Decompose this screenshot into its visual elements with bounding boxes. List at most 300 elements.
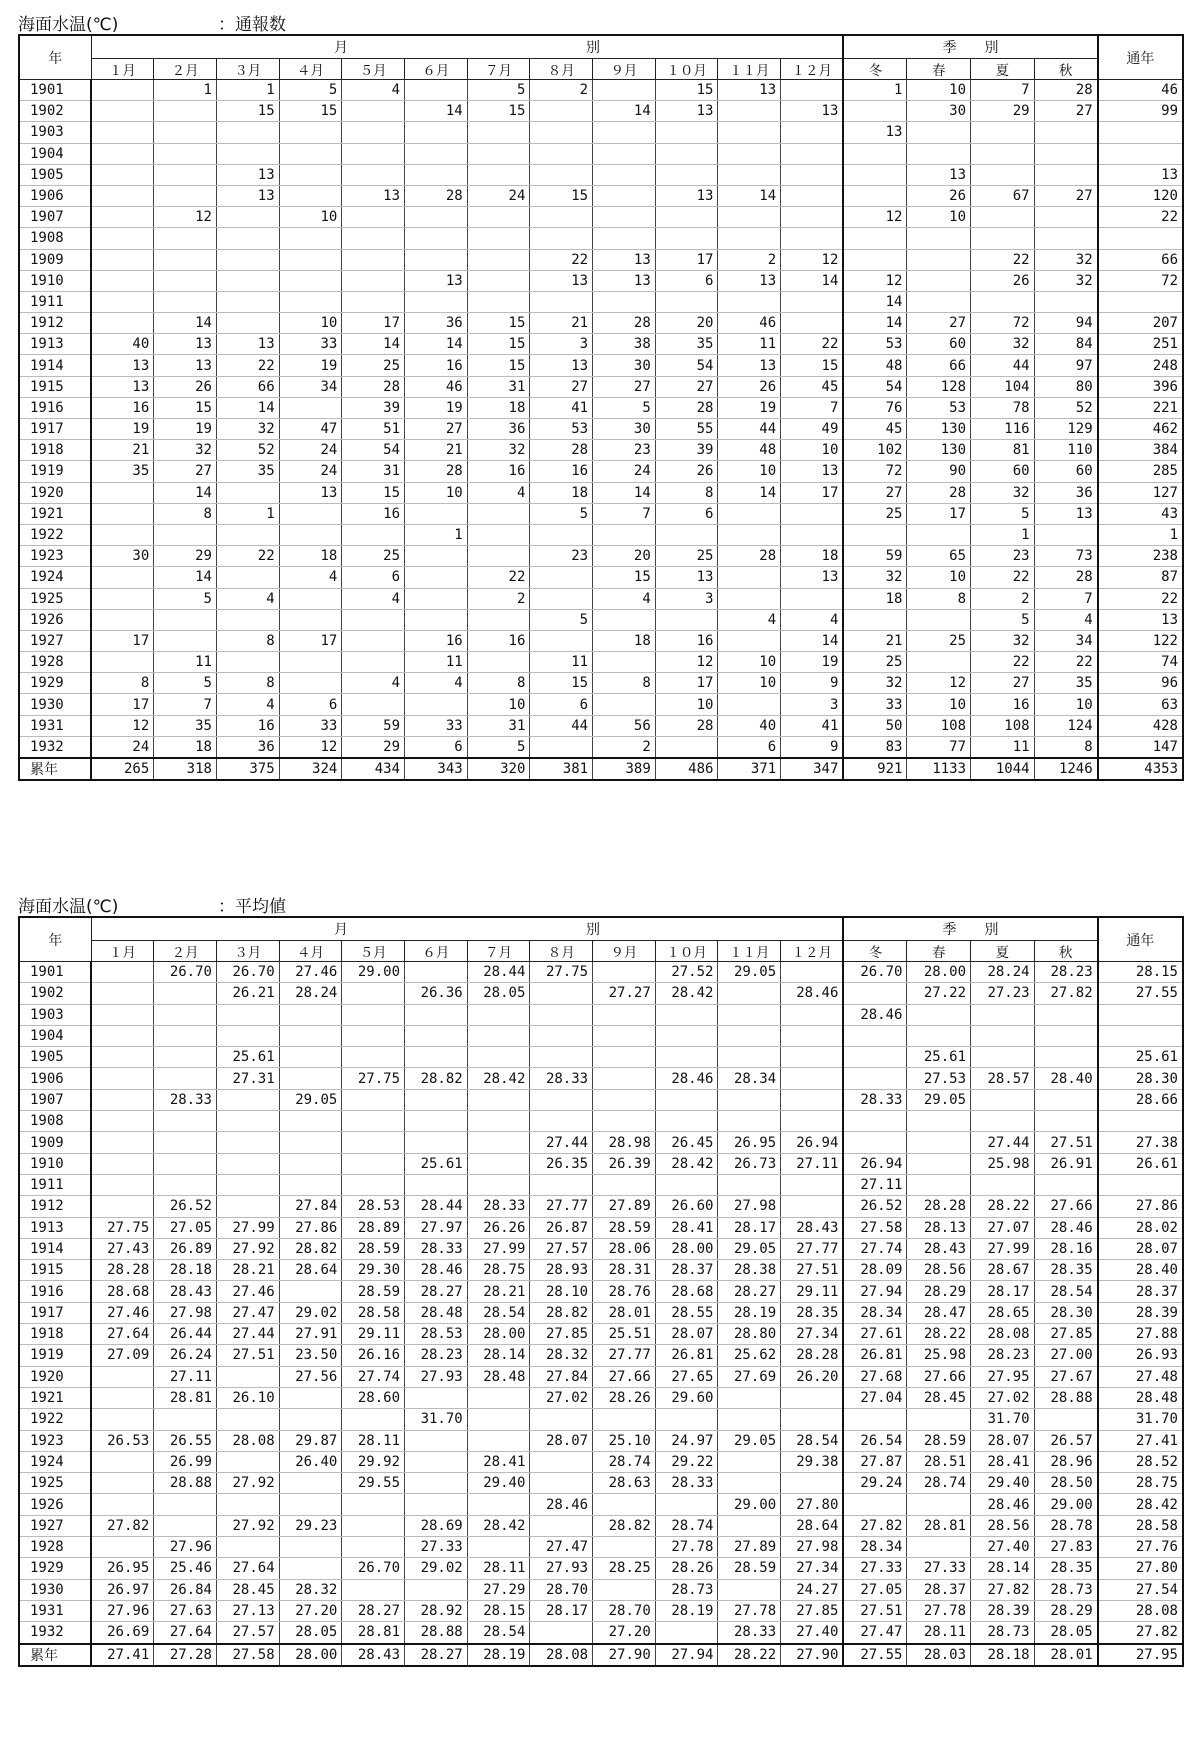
month-header: ３月 — [216, 941, 279, 962]
month-value-cell: 26.69 — [91, 1622, 154, 1644]
month-value-cell — [467, 270, 530, 291]
month-value-cell: 28.25 — [593, 1558, 656, 1579]
month-value-cell: 28.00 — [655, 1238, 718, 1259]
season-value-cell: 34 — [1034, 630, 1098, 651]
month-value-cell: 381 — [530, 758, 593, 780]
month-header: ８月 — [530, 59, 593, 80]
month-value-cell — [593, 1409, 656, 1430]
season-value-cell: 128 — [907, 376, 971, 397]
month-value-cell: 17 — [342, 313, 405, 334]
month-value-cell — [342, 1047, 405, 1068]
table-row — [19, 1622, 1183, 1644]
month-value-cell: 25.61 — [216, 1047, 279, 1068]
month-value-cell — [718, 1451, 781, 1472]
season-value-cell: 27.40 — [971, 1537, 1035, 1558]
month-value-cell: 49 — [781, 419, 844, 440]
month-value-cell: 28.54 — [467, 1622, 530, 1644]
season-value-cell: 53 — [843, 334, 907, 355]
season-value-cell: 32 — [971, 482, 1035, 503]
month-value-cell — [154, 143, 217, 164]
table-row — [19, 1238, 1183, 1259]
year-cell: 1908 — [19, 1111, 91, 1132]
month-value-cell — [154, 1494, 217, 1515]
month-value-cell: 27 — [593, 376, 656, 397]
month-value-cell: 51 — [342, 419, 405, 440]
month-value-cell: 16 — [467, 461, 530, 482]
month-value-cell — [216, 567, 279, 588]
month-value-cell — [467, 652, 530, 673]
month-value-cell — [154, 1111, 217, 1132]
season-value-cell: 27 — [1034, 185, 1098, 206]
table-row — [19, 1324, 1183, 1345]
month-value-cell — [279, 1281, 342, 1302]
month-value-cell: 24 — [467, 185, 530, 206]
month-value-cell: 15 — [342, 482, 405, 503]
month-value-cell — [781, 1111, 844, 1132]
season-value-cell: 27.51 — [1034, 1132, 1098, 1153]
month-header: １２月 — [781, 59, 844, 80]
month-value-cell: 27.29 — [467, 1579, 530, 1600]
season-value-cell: 28.23 — [971, 1345, 1035, 1366]
season-value-cell — [907, 1494, 971, 1515]
annual-value-cell — [1098, 143, 1183, 164]
month-value-cell: 29.05 — [279, 1089, 342, 1110]
month-value-cell: 5 — [467, 80, 530, 101]
month-value-cell: 22 — [467, 567, 530, 588]
month-value-cell: 4 — [216, 694, 279, 715]
month-value-cell: 5 — [530, 609, 593, 630]
year-cell: 1914 — [19, 355, 91, 376]
month-value-cell: 28.19 — [718, 1302, 781, 1323]
season-value-cell — [1034, 291, 1098, 312]
month-value-cell: 28.53 — [342, 1196, 405, 1217]
month-value-cell: 28.18 — [154, 1260, 217, 1281]
month-value-cell: 14 — [405, 334, 468, 355]
year-cell: 1921 — [19, 1387, 91, 1408]
season-value-cell: 81 — [971, 440, 1035, 461]
month-header: １１月 — [718, 941, 781, 962]
month-value-cell — [530, 228, 593, 249]
table-row — [19, 101, 1183, 122]
month-value-cell: 11 — [405, 652, 468, 673]
month-header: ６月 — [405, 941, 468, 962]
table-row — [19, 313, 1183, 334]
month-value-cell: 24 — [279, 440, 342, 461]
month-value-cell — [342, 1132, 405, 1153]
month-value-cell: 22 — [216, 546, 279, 567]
year-cell: 1914 — [19, 1238, 91, 1259]
season-value-cell: 28.01 — [1034, 1644, 1098, 1666]
month-value-cell: 28.59 — [342, 1281, 405, 1302]
month-value-cell — [405, 1047, 468, 1068]
month-value-cell: 16 — [530, 461, 593, 482]
month-value-cell — [91, 1387, 154, 1408]
month-value-cell — [467, 1494, 530, 1515]
month-value-cell — [91, 207, 154, 228]
month-value-cell — [154, 1025, 217, 1046]
month-value-cell: 2 — [467, 588, 530, 609]
month-value-cell: 16 — [467, 630, 530, 651]
annual-value-cell: 28.52 — [1098, 1451, 1183, 1472]
month-value-cell — [467, 1153, 530, 1174]
month-value-cell — [718, 1515, 781, 1536]
table-row — [19, 1174, 1183, 1195]
month-value-cell: 28.00 — [279, 1644, 342, 1666]
month-value-cell: 12 — [154, 207, 217, 228]
month-value-cell — [467, 143, 530, 164]
month-value-cell: 15 — [530, 673, 593, 694]
month-value-cell — [342, 1409, 405, 1430]
year-cell: 1916 — [19, 1281, 91, 1302]
month-value-cell: 29.40 — [467, 1473, 530, 1494]
year-cell: 1931 — [19, 715, 91, 736]
month-value-cell — [593, 1068, 656, 1089]
month-value-cell — [530, 567, 593, 588]
month-value-cell — [781, 291, 844, 312]
month-value-cell: 14 — [154, 482, 217, 503]
annual-value-cell: 122 — [1098, 630, 1183, 651]
season-value-cell — [1034, 143, 1098, 164]
season-header: 冬 — [843, 59, 907, 80]
month-value-cell — [91, 482, 154, 503]
month-value-cell: 28.59 — [342, 1238, 405, 1259]
year-cell: 1920 — [19, 1366, 91, 1387]
table-row — [19, 567, 1183, 588]
month-value-cell: 28.33 — [655, 1473, 718, 1494]
season-value-cell: 32 — [971, 334, 1035, 355]
table-row — [19, 503, 1183, 524]
month-value-cell: 26.40 — [279, 1451, 342, 1472]
month-value-cell: 27.33 — [405, 1537, 468, 1558]
month-value-cell — [216, 1494, 279, 1515]
season-value-cell: 27.78 — [907, 1600, 971, 1621]
month-value-cell: 8 — [467, 673, 530, 694]
month-header: ７月 — [467, 941, 530, 962]
month-value-cell: 1 — [405, 524, 468, 545]
season-value-cell: 27 — [1034, 101, 1098, 122]
month-value-cell — [467, 164, 530, 185]
month-value-cell — [593, 1579, 656, 1600]
season-value-cell: 18 — [843, 588, 907, 609]
year-cell: 1902 — [19, 983, 91, 1004]
month-value-cell: 26.45 — [655, 1132, 718, 1153]
season-value-cell — [843, 983, 907, 1004]
month-value-cell — [655, 1409, 718, 1430]
month-value-cell: 28 — [405, 185, 468, 206]
month-value-cell: 2 — [593, 736, 656, 758]
month-value-cell — [781, 503, 844, 524]
month-value-cell: 27.80 — [781, 1494, 844, 1515]
month-value-cell: 35 — [216, 461, 279, 482]
month-value-cell: 32 — [467, 440, 530, 461]
month-value-cell — [655, 1025, 718, 1046]
month-value-cell: 28.92 — [405, 1600, 468, 1621]
month-value-cell: 27 — [530, 376, 593, 397]
month-value-cell — [342, 983, 405, 1004]
month-value-cell — [279, 291, 342, 312]
month-value-cell — [342, 1089, 405, 1110]
month-value-cell: 17 — [279, 630, 342, 651]
year-cell: 1929 — [19, 673, 91, 694]
month-value-cell: 41 — [781, 715, 844, 736]
table-row — [19, 207, 1183, 228]
season-value-cell: 21 — [843, 630, 907, 651]
month-value-cell: 18 — [593, 630, 656, 651]
season-value-cell: 27.47 — [843, 1622, 907, 1644]
season-value-cell: 13 — [843, 122, 907, 143]
month-value-cell: 5 — [154, 588, 217, 609]
month-value-cell — [405, 291, 468, 312]
month-value-cell: 29.23 — [279, 1515, 342, 1536]
season-value-cell: 26 — [971, 270, 1035, 291]
season-value-cell: 35 — [1034, 673, 1098, 694]
month-value-cell: 6 — [655, 270, 718, 291]
season-value-cell: 29.00 — [1034, 1494, 1098, 1515]
month-value-cell — [781, 143, 844, 164]
season-value-cell: 921 — [843, 758, 907, 780]
month-value-cell: 4 — [781, 609, 844, 630]
annual-header: 通年 — [1098, 917, 1183, 962]
month-value-cell: 27.75 — [91, 1217, 154, 1238]
month-value-cell: 27.98 — [781, 1537, 844, 1558]
season-value-cell — [971, 1004, 1035, 1025]
month-value-cell — [593, 609, 656, 630]
month-value-cell: 27.27 — [593, 983, 656, 1004]
month-value-cell: 28.59 — [593, 1217, 656, 1238]
month-value-cell: 25 — [342, 355, 405, 376]
annual-value-cell: 428 — [1098, 715, 1183, 736]
month-value-cell — [342, 122, 405, 143]
month-value-cell: 343 — [405, 758, 468, 780]
month-value-cell: 17 — [91, 630, 154, 651]
season-value-cell: 28.39 — [971, 1600, 1035, 1621]
season-value-cell: 27.66 — [1034, 1196, 1098, 1217]
season-value-cell: 27.82 — [971, 1579, 1035, 1600]
season-header: 夏 — [971, 59, 1035, 80]
annual-value-cell: 27.86 — [1098, 1196, 1183, 1217]
annual-value-cell: 26.61 — [1098, 1153, 1183, 1174]
annual-value-cell: 46 — [1098, 80, 1183, 101]
month-value-cell: 28.11 — [342, 1430, 405, 1451]
month-value-cell: 52 — [216, 440, 279, 461]
month-value-cell: 21 — [405, 440, 468, 461]
month-value-cell: 27.05 — [154, 1217, 217, 1238]
month-value-cell: 25 — [655, 546, 718, 567]
season-value-cell — [971, 1025, 1035, 1046]
month-value-cell — [530, 1004, 593, 1025]
month-value-cell — [91, 503, 154, 524]
month-value-cell — [530, 164, 593, 185]
season-value-cell — [907, 270, 971, 291]
season-value-cell: 25.98 — [971, 1153, 1035, 1174]
annual-value-cell: 27.55 — [1098, 983, 1183, 1004]
season-value-cell — [907, 609, 971, 630]
annual-value-cell — [1098, 1111, 1183, 1132]
annual-value-cell: 28.75 — [1098, 1473, 1183, 1494]
month-value-cell: 13 — [655, 567, 718, 588]
season-value-cell: 129 — [1034, 419, 1098, 440]
month-value-cell: 13 — [718, 270, 781, 291]
month-header: ７月 — [467, 59, 530, 80]
month-value-cell: 28.70 — [530, 1579, 593, 1600]
month-value-cell — [342, 630, 405, 651]
month-value-cell — [154, 524, 217, 545]
year-cell: 1922 — [19, 1409, 91, 1430]
month-value-cell — [216, 207, 279, 228]
month-value-cell: 26.52 — [154, 1196, 217, 1217]
month-value-cell: 13 — [530, 270, 593, 291]
month-value-cell: 27.20 — [279, 1600, 342, 1621]
month-value-cell — [405, 80, 468, 101]
month-value-cell — [781, 1068, 844, 1089]
year-cell: 1911 — [19, 1174, 91, 1195]
month-value-cell: 15 — [593, 567, 656, 588]
month-value-cell: 28.26 — [593, 1387, 656, 1408]
season-value-cell: 28.73 — [1034, 1579, 1098, 1600]
month-value-cell: 21 — [530, 313, 593, 334]
season-value-cell: 28.46 — [971, 1494, 1035, 1515]
month-value-cell — [467, 1025, 530, 1046]
month-value-cell — [342, 652, 405, 673]
month-value-cell — [154, 270, 217, 291]
table-row — [19, 1579, 1183, 1600]
month-value-cell — [342, 1153, 405, 1174]
month-value-cell: 1 — [216, 80, 279, 101]
month-value-cell — [593, 291, 656, 312]
year-cell: 1909 — [19, 1132, 91, 1153]
month-header: ９月 — [593, 941, 656, 962]
month-value-cell — [405, 962, 468, 983]
month-value-cell — [342, 1025, 405, 1046]
month-value-cell: 41 — [530, 397, 593, 418]
season-header: 春 — [907, 941, 971, 962]
month-value-cell — [467, 207, 530, 228]
month-value-cell: 11 — [154, 652, 217, 673]
month-value-cell: 27 — [655, 376, 718, 397]
month-value-cell — [655, 1004, 718, 1025]
counts-table — [18, 34, 1184, 781]
month-header: １０月 — [655, 59, 718, 80]
annual-value-cell: 27.38 — [1098, 1132, 1183, 1153]
month-value-cell — [279, 143, 342, 164]
month-value-cell: 26.55 — [154, 1430, 217, 1451]
month-value-cell: 47 — [279, 419, 342, 440]
month-value-cell — [91, 1068, 154, 1089]
month-value-cell: 8 — [91, 673, 154, 694]
month-value-cell — [530, 291, 593, 312]
season-value-cell: 28.78 — [1034, 1515, 1098, 1536]
month-header: ３月 — [216, 59, 279, 80]
month-value-cell — [154, 1174, 217, 1195]
month-value-cell: 28.42 — [655, 983, 718, 1004]
month-value-cell: 54 — [655, 355, 718, 376]
month-value-cell — [530, 524, 593, 545]
month-value-cell: 27 — [154, 461, 217, 482]
month-value-cell: 26.97 — [91, 1579, 154, 1600]
season-value-cell: 28.34 — [843, 1302, 907, 1323]
month-value-cell — [718, 1111, 781, 1132]
table-row — [19, 249, 1183, 270]
month-value-cell: 12 — [655, 652, 718, 673]
season-value-cell — [971, 143, 1035, 164]
season-value-cell: 59 — [843, 546, 907, 567]
month-value-cell — [279, 1025, 342, 1046]
month-value-cell — [530, 1473, 593, 1494]
month-value-cell — [405, 503, 468, 524]
month-value-cell: 27.98 — [154, 1302, 217, 1323]
year-cell: 1913 — [19, 1217, 91, 1238]
season-value-cell: 94 — [1034, 313, 1098, 334]
month-value-cell — [91, 143, 154, 164]
month-value-cell: 27.11 — [154, 1366, 217, 1387]
season-value-cell: 26.91 — [1034, 1153, 1098, 1174]
season-value-cell — [971, 1174, 1035, 1195]
month-value-cell: 29.92 — [342, 1451, 405, 1472]
season-value-cell — [907, 1132, 971, 1153]
month-value-cell — [216, 1025, 279, 1046]
month-value-cell: 18 — [467, 397, 530, 418]
season-value-cell: 28.41 — [971, 1451, 1035, 1472]
month-value-cell: 4 — [342, 80, 405, 101]
month-value-cell: 27.93 — [530, 1558, 593, 1579]
year-cell: 1906 — [19, 1068, 91, 1089]
month-value-cell: 19 — [91, 419, 154, 440]
season-value-cell: 29.24 — [843, 1473, 907, 1494]
annual-value-cell: 22 — [1098, 588, 1183, 609]
season-value-cell — [843, 228, 907, 249]
month-value-cell — [781, 313, 844, 334]
month-value-cell: 27.44 — [530, 1132, 593, 1153]
year-cell: 1907 — [19, 1089, 91, 1110]
month-value-cell: 13 — [718, 80, 781, 101]
season-value-cell: 29.40 — [971, 1473, 1035, 1494]
month-value-cell: 27.97 — [405, 1217, 468, 1238]
month-value-cell: 26.94 — [781, 1132, 844, 1153]
season-value-cell: 116 — [971, 419, 1035, 440]
season-value-cell: 8 — [907, 588, 971, 609]
year-cell: 1922 — [19, 524, 91, 545]
season-value-cell: 28.11 — [907, 1622, 971, 1644]
table-row — [19, 1089, 1183, 1110]
month-value-cell: 13 — [655, 185, 718, 206]
season-header: 夏 — [971, 941, 1035, 962]
season-value-cell: 25 — [907, 630, 971, 651]
annual-value-cell: 1 — [1098, 524, 1183, 545]
season-value-cell: 48 — [843, 355, 907, 376]
annual-value-cell: 74 — [1098, 652, 1183, 673]
season-value-cell: 5 — [971, 609, 1035, 630]
season-value-cell: 14 — [843, 291, 907, 312]
month-value-cell: 16 — [405, 355, 468, 376]
month-value-cell: 35 — [655, 334, 718, 355]
annual-value-cell: 99 — [1098, 101, 1183, 122]
annual-value-cell: 13 — [1098, 609, 1183, 630]
month-value-cell — [467, 1430, 530, 1451]
season-value-cell: 27.04 — [843, 1387, 907, 1408]
table-row — [19, 185, 1183, 206]
year-cell: 1926 — [19, 1494, 91, 1515]
month-value-cell: 27.47 — [530, 1537, 593, 1558]
month-value-cell — [279, 164, 342, 185]
month-value-cell — [718, 630, 781, 651]
annual-value-cell: 63 — [1098, 694, 1183, 715]
annual-value-cell: 28.07 — [1098, 1238, 1183, 1259]
month-value-cell: 4 — [467, 482, 530, 503]
month-value-cell: 29.55 — [342, 1473, 405, 1494]
table-row — [19, 1494, 1183, 1515]
month-value-cell — [91, 1004, 154, 1025]
month-header: ２月 — [154, 59, 217, 80]
